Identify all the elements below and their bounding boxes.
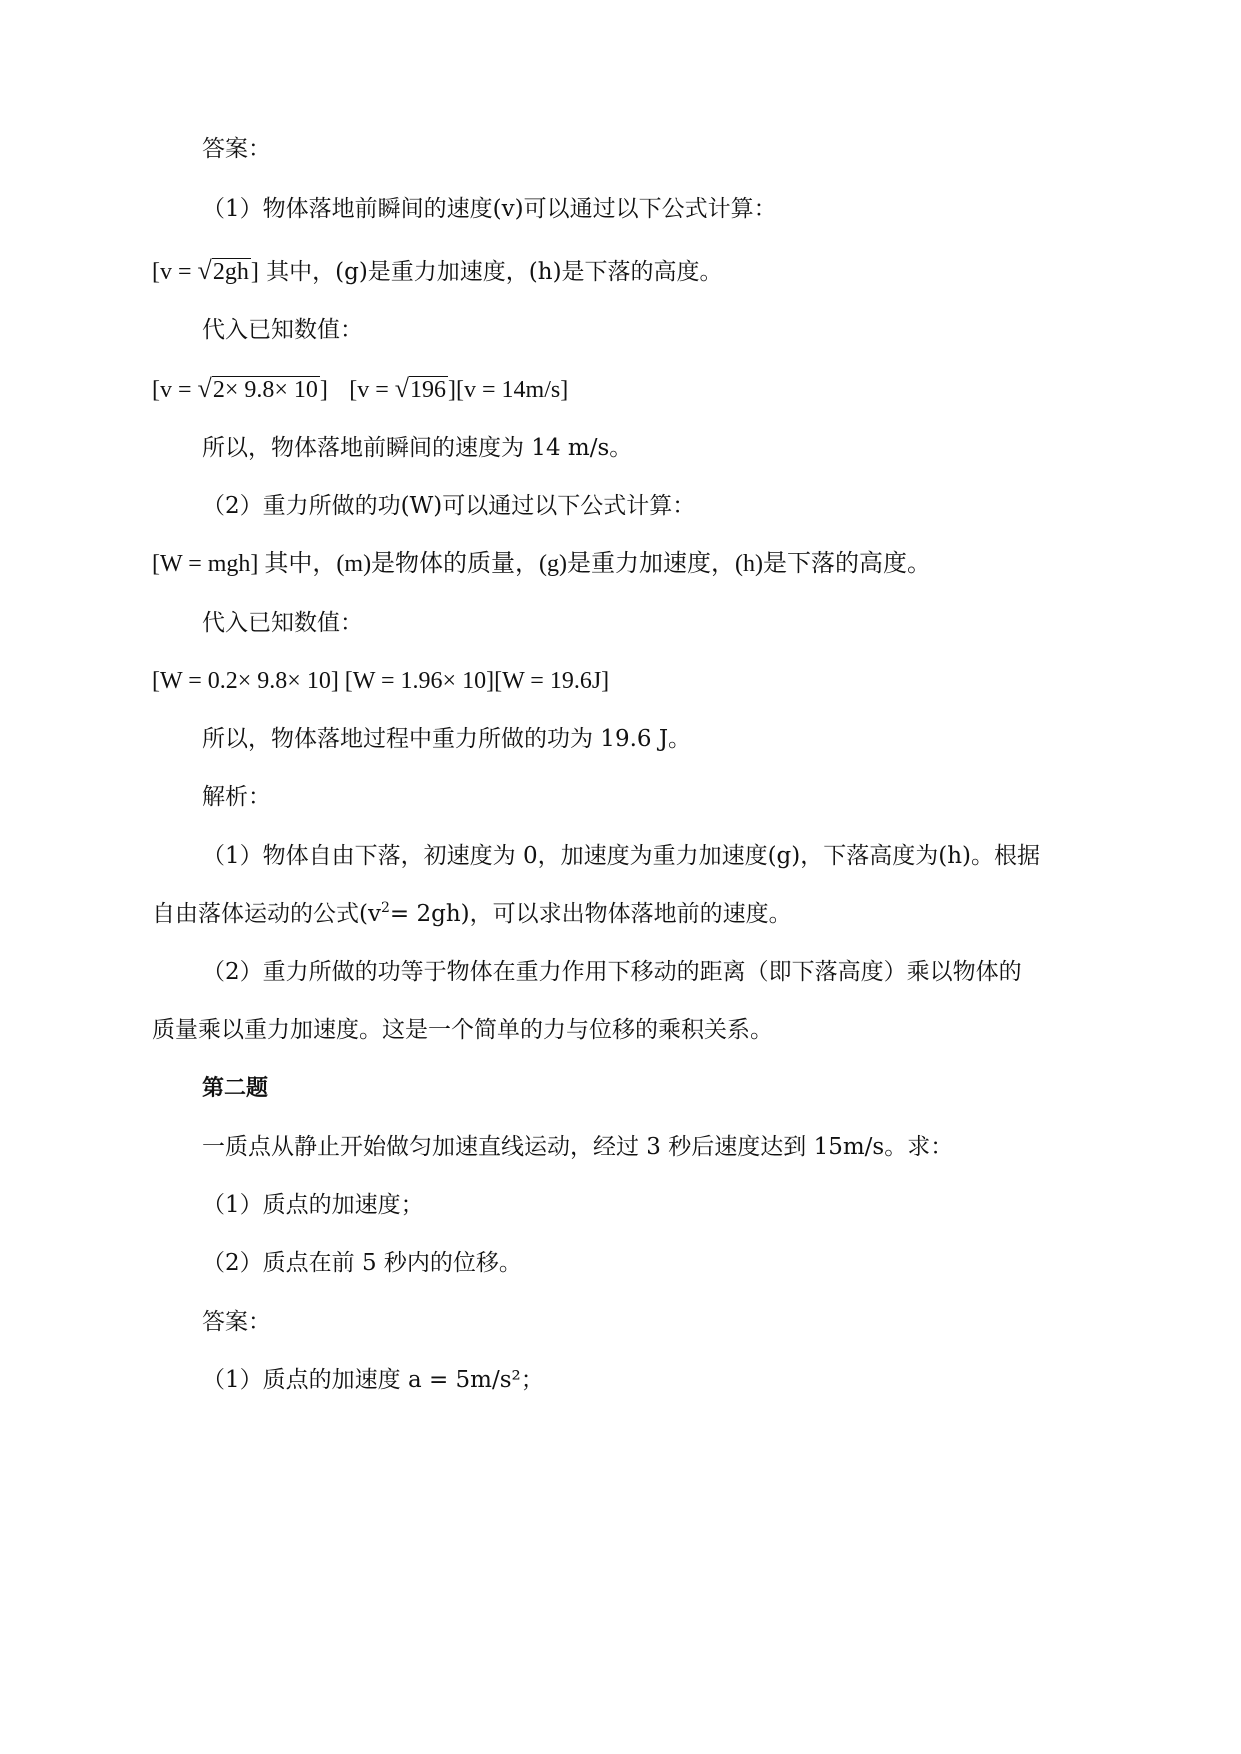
answer-heading: 答案： [202,136,271,162]
question-2-heading: 第二题 [202,1076,269,1101]
work-substitution-line: [W = 0.2× 9.8× 10] [W = 1.96× 10][W = 19.6J] [152,668,610,694]
question-2-statement: 一质点从静止开始做匀加速直线运动，经过 3 秒后速度达到 15m/s。求： [202,1134,954,1160]
question-2-answer-1: （1）质点的加速度 a = 5m/s²； [202,1367,544,1393]
superscript-2: 2 [380,900,390,916]
question-2-part-2: （2）质点在前 5 秒内的位移。 [202,1250,522,1276]
analysis-2-line-1: （2）重力所做的功等于物体在重力作用下移动的距离（即下落高度）乘以物体的 [202,959,1022,985]
substitute-label-2: 代入已知数值： [202,610,363,636]
analysis-2-line-2: 质量乘以重力加速度。这是一个简单的力与位移的乘积关系。 [152,1017,773,1043]
velocity-formula-line [152,255,723,288]
velocity-formula: [v = √2gh] [152,256,259,285]
analysis-1-text-b: = 2gh)，可以求出物体落地前的速度。 [389,901,792,927]
velocity-substitution-line [152,373,568,406]
velocity-result: 所以，物体落地前瞬间的速度为 14 m/s。 [202,435,633,461]
analysis-1-line-1: （1）物体自由下落，初速度为 0，加速度为重力加速度(g)，下落高度为(h)。根据 [202,843,1041,869]
velocity-formula-note: 其中，(g)是重力加速度，(h)是下落的高度。 [266,259,723,285]
velocity-substitution-b: [v = √196][v = 14m/s] [349,374,569,403]
answer-heading-2: 答案： [202,1309,271,1335]
answer-2-intro: （2）重力所做的功(W)可以通过以下公式计算： [202,493,696,519]
analysis-1-line-2 [152,898,792,930]
answer-1-intro: （1）物体落地前瞬间的速度(v)可以通过以下公式计算： [202,196,777,222]
work-formula-line: [W = mgh] 其中，(m)是物体的质量，(g)是重力加速度，(h)是下落的高度。 [152,551,932,577]
substitute-label-1: 代入已知数值： [202,317,363,343]
question-2-part-1: （1）质点的加速度； [202,1192,424,1218]
analysis-1-text-a: 自由落体运动的公式(v [152,901,381,927]
analysis-heading: 解析： [202,784,271,810]
velocity-substitution-a: [v = √2× 9.8× 10] [152,374,328,403]
work-result: 所以，物体落地过程中重力所做的功为 19.6 J。 [202,726,692,752]
